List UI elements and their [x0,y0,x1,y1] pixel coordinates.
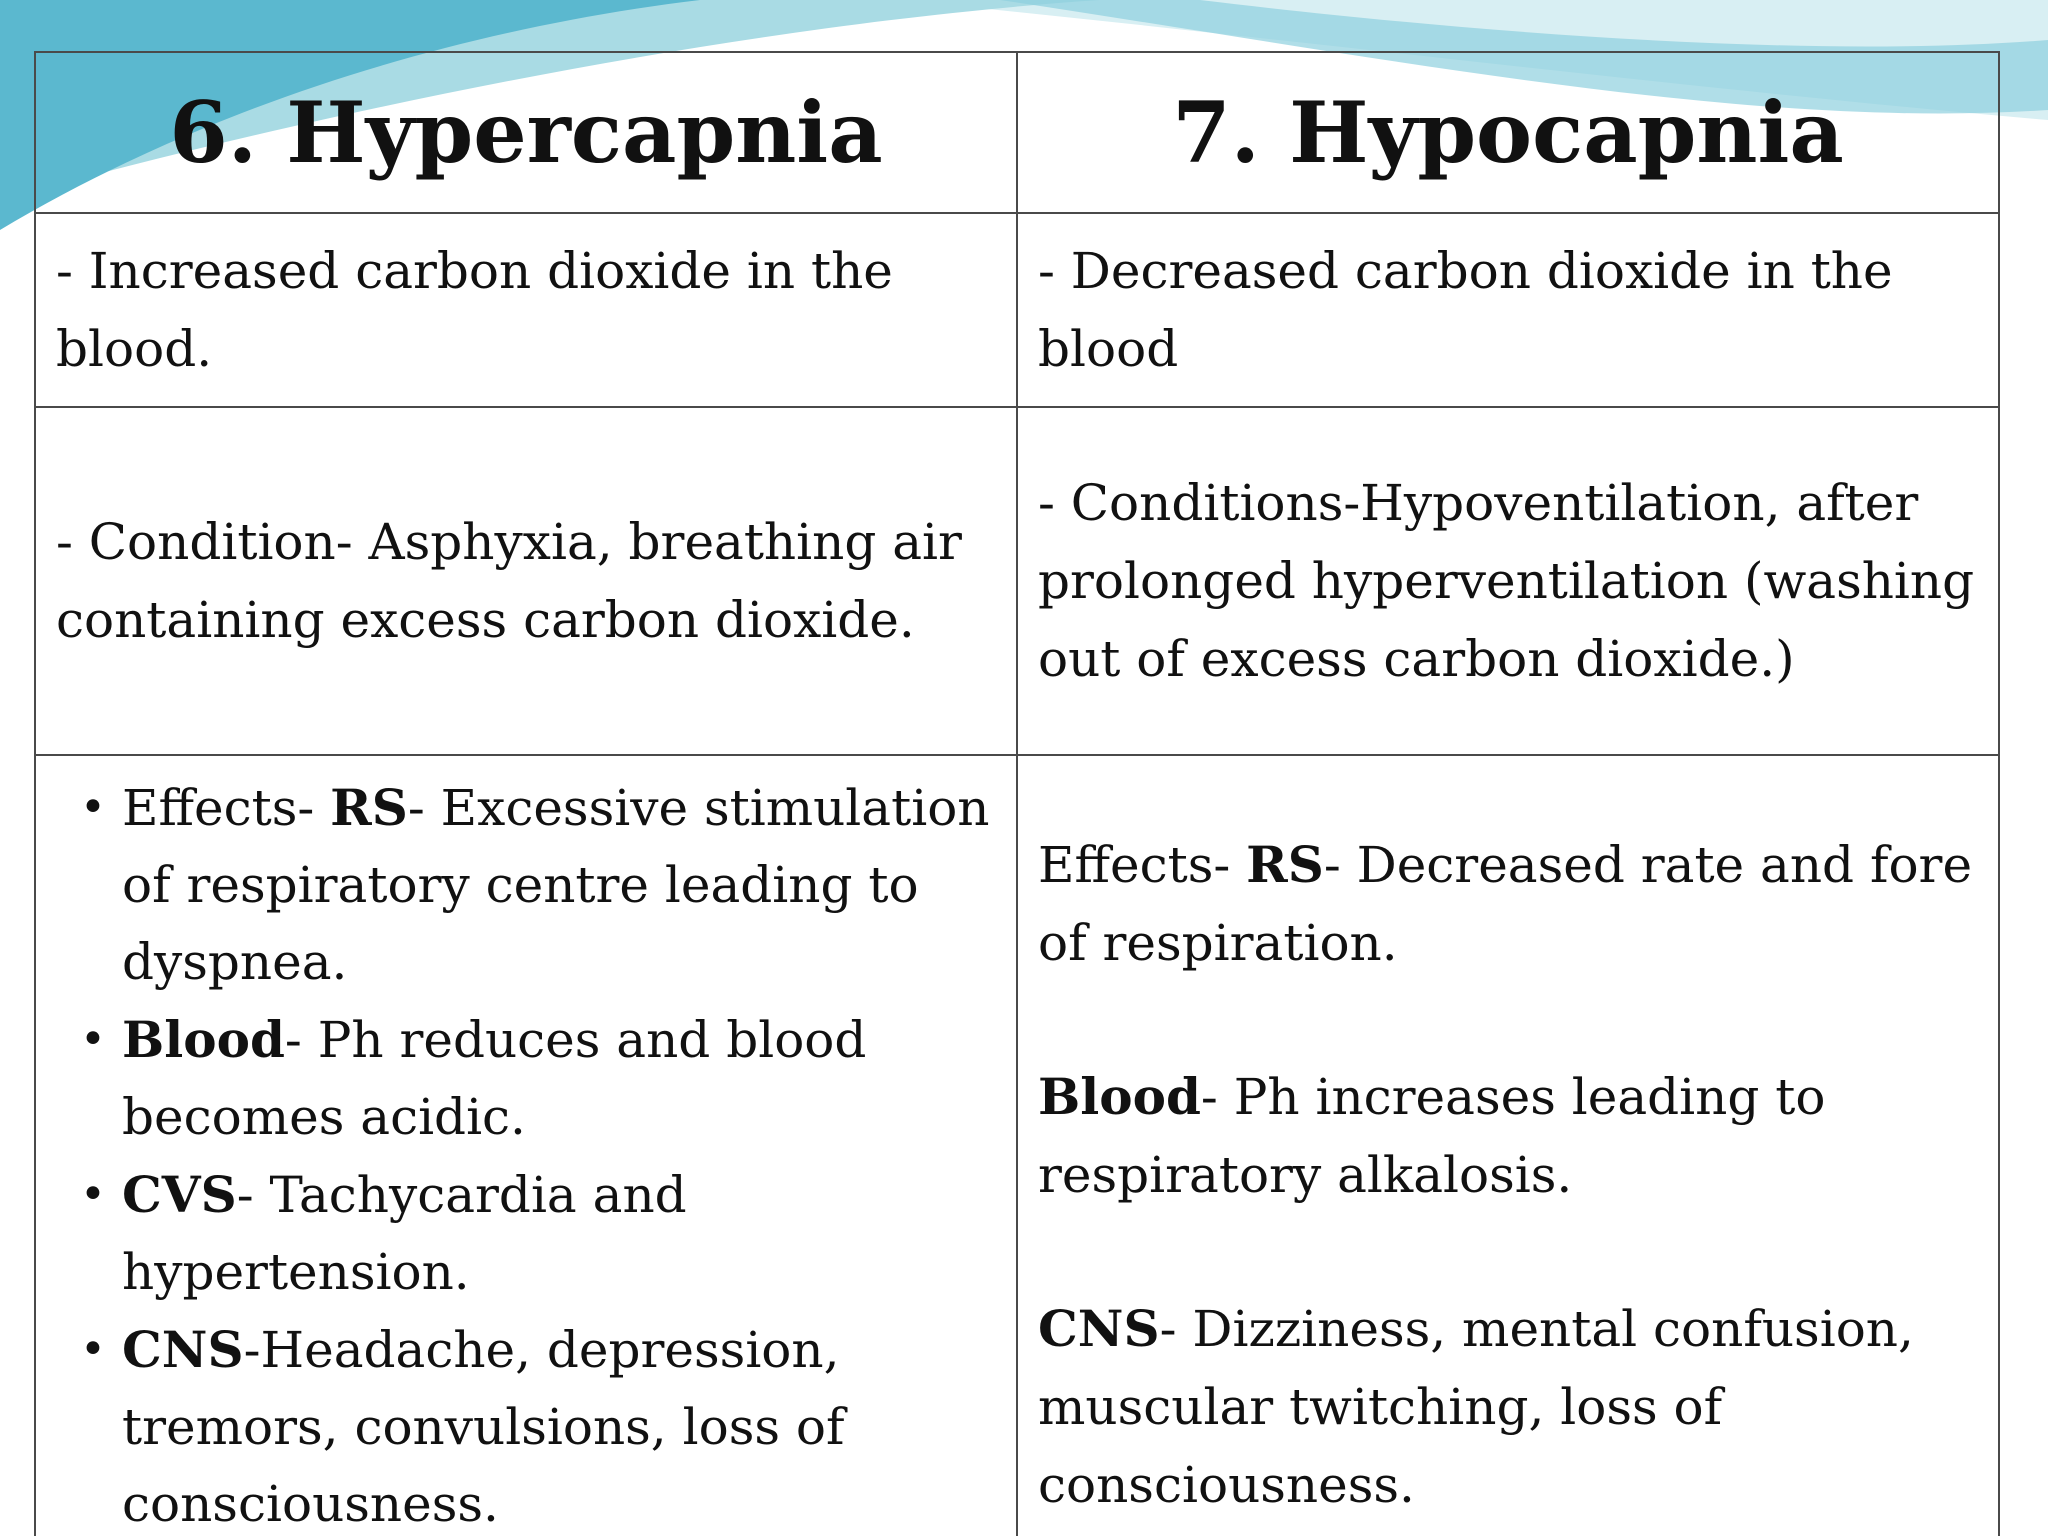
effect-prefix: Effects- [1038,836,1247,894]
condition-cell-right [1017,407,1999,755]
effect-description: - Decreased rate and fore of respiration. [1038,836,1973,972]
effect-item-rs [80,769,996,1001]
condition-row [35,407,1999,755]
definition-hypocapnia: - Decreased carbon dioxide in the blood [1038,242,1893,378]
effects-row [35,755,1999,1536]
effect-item-cvs [80,1156,996,1311]
condition-hypocapnia: - Conditions-Hypoventilation, after prolonged hyperventilation (washing out of excess carbon dioxide.) [1038,474,1975,688]
definition-cell-left [35,213,1017,407]
effect-paragraph-cns [1038,1290,1978,1524]
header-hypercapnia: 6. Hypercapnia [35,52,1017,213]
header-row [35,52,1999,213]
bullet-glyph: • [80,1324,106,1375]
bullet-glyph: • [80,1169,106,1220]
effect-system-label: Blood [122,1010,285,1069]
effect-paragraph-blood [1038,1058,1978,1214]
effects-hypocapnia [1038,826,1978,1524]
comparison-table [34,51,2000,1536]
effect-paragraph-rs [1038,826,1978,982]
effect-description: - Excessive stimulation of respiratory centre leading to dyspnea. [122,779,990,991]
effect-description: - Tachycardia and hypertension. [122,1166,687,1301]
effect-item-blood [80,1001,996,1156]
condition-hypercapnia: - Condition- Asphyxia, breathing air containing excess carbon dioxide. [56,513,962,649]
effect-prefix: Effects- [122,779,331,837]
effect-system-label: CNS [122,1320,244,1379]
effect-system-label: RS [1246,835,1324,894]
header-hypocapnia: 7. Hypocapnia [1017,52,1999,213]
effect-description: - Ph increases leading to respiratory alkalosis. [1038,1068,1826,1204]
effect-system-label: Blood [1038,1067,1201,1126]
bullet-glyph: • [80,782,106,833]
effect-item-cns [80,1311,996,1536]
condition-cell-left [35,407,1017,755]
effects-cell-right [1017,755,1999,1536]
effect-system-label: CNS [1038,1299,1160,1358]
effect-system-label: RS [330,778,408,837]
effect-description: - Ph reduces and blood becomes acidic. [122,1011,867,1146]
effect-system-label: CVS [122,1165,237,1224]
effects-list-hypercapnia [56,769,996,1536]
definition-hypercapnia: - Increased carbon dioxide in the blood. [56,242,893,378]
effect-description: -Headache, depression, tremors, convulsions, loss of consciousness. [122,1321,845,1533]
definition-cell-right [1017,213,1999,407]
effect-description: - Dizziness, mental confusion, muscular twitching, loss of consciousness. [1038,1300,1914,1514]
bullet-glyph: • [80,1014,106,1065]
effects-cell-left [35,755,1017,1536]
definition-row [35,213,1999,407]
